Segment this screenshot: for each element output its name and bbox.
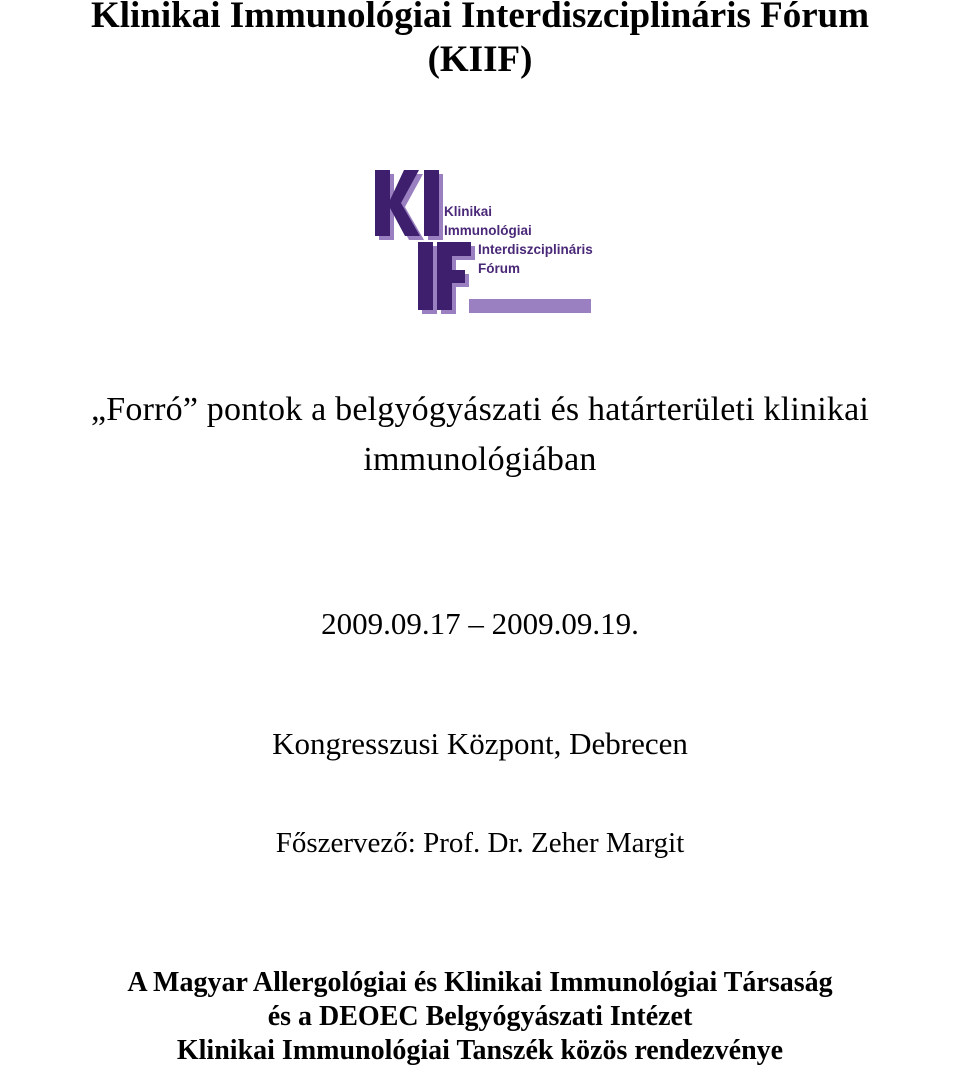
event-subtitle: [0, 385, 960, 485]
event-organizer: Főszervező: Prof. Dr. Zeher Margit: [275, 827, 685, 859]
footer-line-1: A Magyar Allergológiai és Klinikai Immunológiai Társaság: [127, 967, 833, 998]
logo-text-line-4: Fórum: [478, 261, 520, 276]
title-line-2: (KIIF): [427, 39, 533, 80]
document-title: [0, 0, 960, 82]
logo-bar: [469, 299, 591, 313]
logo-text-line-1: Klinikai: [444, 204, 493, 219]
logo-text-line-2: Immunológiai: [444, 223, 532, 238]
footer-organizers: [0, 966, 960, 1068]
logo-text-line-3: Interdiszciplináris: [478, 242, 593, 257]
event-dates: 2009.09.17 – 2009.09.19.: [321, 606, 639, 641]
kiif-logo: [372, 168, 594, 316]
footer-line-3: Klinikai Immunológiai Tanszék közös rendezvénye: [176, 1035, 784, 1066]
subtitle-line-1: „Forró” pontok a belgyógyászati és határterületi klinikai: [90, 391, 870, 428]
title-line-1: Klinikai Immunológiai Interdiszciplináris Fórum: [90, 0, 870, 36]
event-venue: Kongresszusi Központ, Debrecen: [272, 726, 688, 761]
logo-text: [444, 202, 593, 278]
subtitle-line-2: immunológiában: [363, 441, 597, 478]
footer-line-2: és a DEOEC Belgyógyászati Intézet: [267, 1001, 693, 1032]
